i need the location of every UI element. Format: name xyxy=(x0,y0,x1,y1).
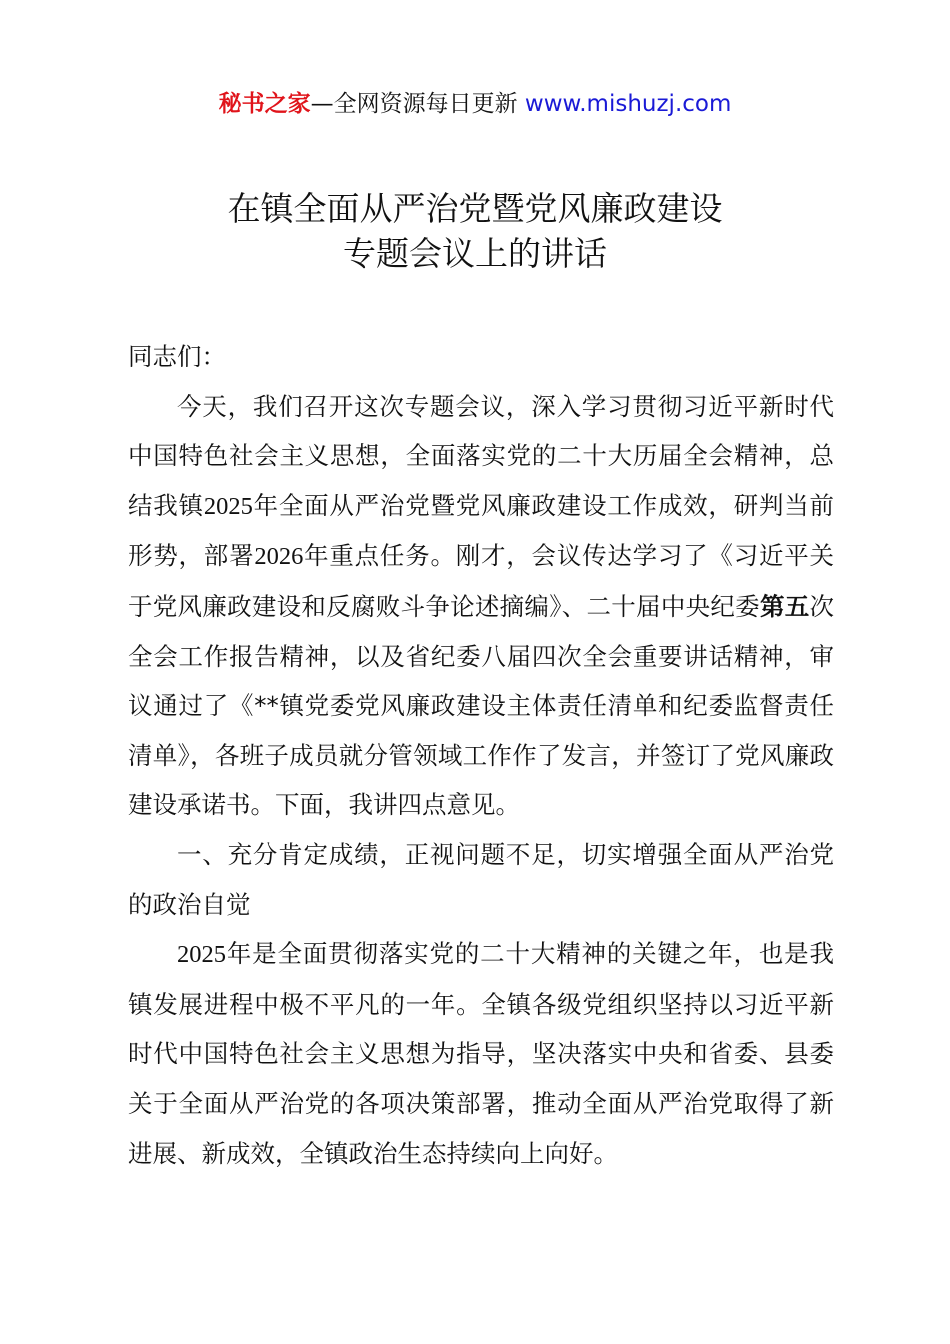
intro-year-2025: 2025 xyxy=(203,492,253,520)
intro-text-4: 次全会工作报告精神，以及省纪委八届四次全会重要讲话精神，审议通过了《**镇党委党风廉政建设主体责任清单和纪委监督责任清单》，各班子成员就分管领域工作作了发言，并签订了党风廉政建设承诺书。下面，我讲四点意见。 xyxy=(128,591,835,820)
intro-bold-text: 第五 xyxy=(759,591,810,621)
document-title xyxy=(0,186,950,276)
title-line-1: 在镇全面从严治党暨党风廉政建设 xyxy=(227,189,723,228)
intro-text-1: 今天，我们召开这次专题会议，深入学习贯彻习近平新时代中国特色社会主义思想，全面落实党的二十大历届全会精神，总结我镇 xyxy=(128,391,834,520)
achievements-text: 年是全面贯彻落实党的二十大精神的关键之年，也是我镇发展进程中极不平凡的一年。全镇各级党组织坚持以习近平新时代中国特色社会主义思想为指导，坚决落实中央和省委、县委关于全面从严治党的各项决策部署，推动全面从严治党取得了新进展、新成效，全镇政治生态持续向上向好。 xyxy=(128,939,834,1168)
paragraph-intro xyxy=(128,382,834,830)
site-header xyxy=(0,88,950,120)
title-line-2: 专题会议上的讲话 xyxy=(343,234,607,273)
header-tagline: —全网资源每日更新 xyxy=(310,91,518,117)
intro-text-2: 年全面从严治党暨党风廉政建设工作成效，研判当前形势，部署 xyxy=(128,490,835,571)
salutation: 同志们： xyxy=(128,342,226,371)
intro-text-3: 年重点任务。刚才，会议传达学习了《习近平关于党风廉政建设和反腐败斗争论述摘编》、二十届中央纪委 xyxy=(128,541,835,621)
intro-year-2026: 2026 xyxy=(254,543,304,571)
achievements-year: 2025 xyxy=(177,941,226,969)
section-heading-1: 一、充分肯定成绩，正视问题不足，切实增强全面从严治党的政治自觉 xyxy=(128,839,834,919)
document-body xyxy=(128,332,834,1178)
paragraph-achievements xyxy=(128,929,834,1178)
site-url-link[interactable]: www.mishuzj.com xyxy=(524,91,732,117)
brand-name: 秘书之家 xyxy=(218,91,311,117)
